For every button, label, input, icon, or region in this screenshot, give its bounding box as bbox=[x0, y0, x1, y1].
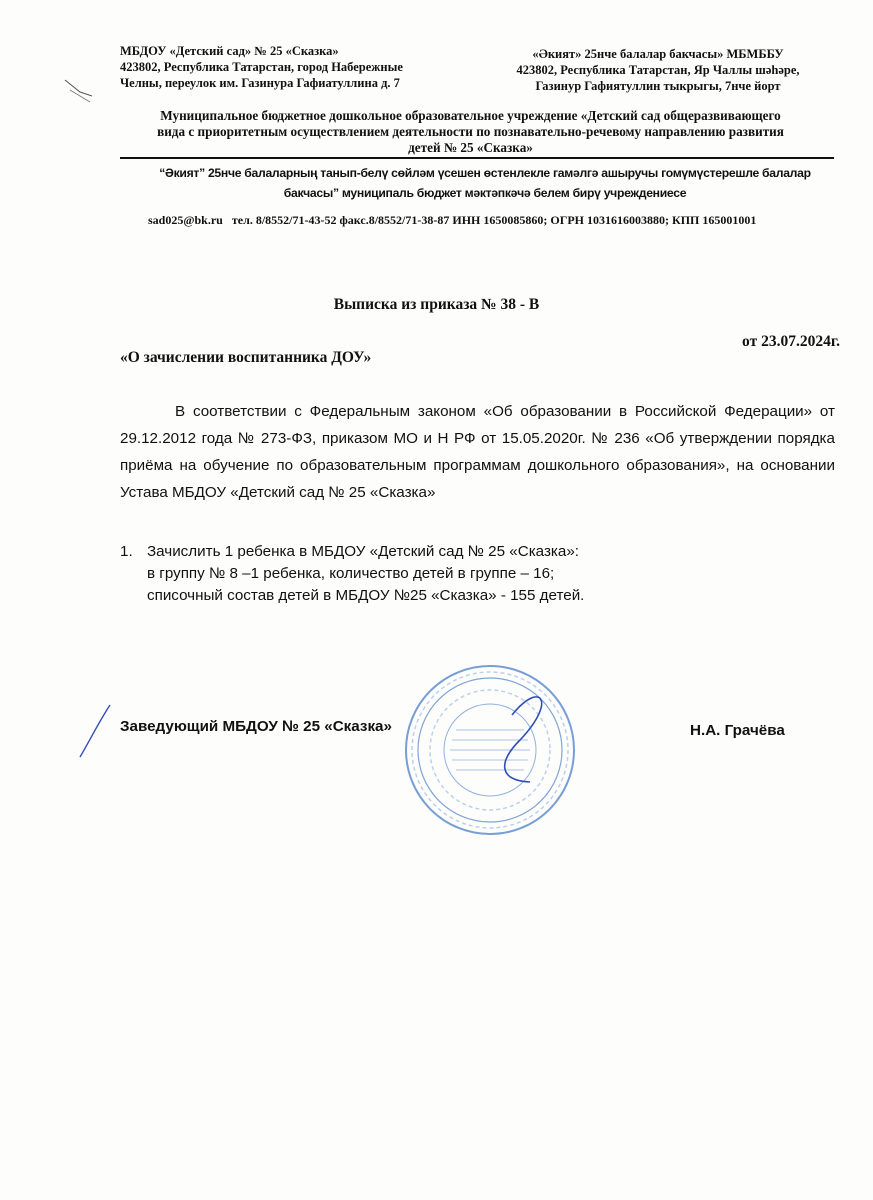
contact-details bbox=[148, 213, 838, 228]
document-subject: «О зачислении воспитанника ДОУ» bbox=[120, 349, 372, 366]
document-preamble: В соответствии с Федеральным законом «Об образовании в Российской Федерации» от 29.12.2012 года № 273-ФЗ, приказом МО и Н РФ от 15.05.2020г. № 236 «Об утверждении порядка приёма на обучение по образовательным программам дошкольного образования», на основании Устава МБДОУ «Детский сад № 25 «Сказка» bbox=[120, 403, 835, 501]
scan-artifact bbox=[60, 72, 110, 107]
header-left-block bbox=[120, 43, 460, 91]
contact-email: sad025@bk.ru bbox=[148, 213, 223, 227]
signatory-name: Н.А. Грачёва bbox=[690, 722, 785, 739]
header-right-block bbox=[478, 46, 838, 94]
signatory-position: Заведующий МБДОУ № 25 «Сказка» bbox=[120, 718, 392, 735]
header-right-line2: 423802, Республика Татарстан, Яр Чаллы шәһәре, bbox=[516, 63, 800, 77]
organization-full-name bbox=[108, 108, 833, 156]
header-right-line1: «Әкият» 25нче балалар бакчасы» МБМББУ bbox=[532, 47, 784, 61]
tatar-name-line2: бакчасы” муниципаль бюджет мәктәпкәчә белем бирү учреждениесе bbox=[283, 186, 687, 200]
header-left-line3: Челны, переулок им. Газинура Гафиатуллина д. 7 bbox=[120, 76, 400, 90]
document-date: от 23.07.2024г. bbox=[742, 333, 840, 350]
seal-graphic bbox=[400, 660, 580, 840]
order-item-line1: Зачислить 1 ребенка в МБДОУ «Детский сад № 25 «Сказка»: bbox=[147, 543, 579, 560]
header-right-line3: Газинур Гафиятуллин тыкрыгы, 7нче йорт bbox=[535, 79, 781, 93]
order-item-line2: в группу № 8 –1 ребенка, количество детей в группе – 16; bbox=[147, 565, 555, 582]
header-left-line1: МБДОУ «Детский сад» № 25 «Сказка» bbox=[120, 44, 339, 58]
header-divider bbox=[120, 157, 834, 159]
document-title: Выписка из приказа № 38 - В bbox=[333, 296, 540, 313]
order-item-line3: списочный состав детей в МБДОУ №25 «Сказка» - 155 детей. bbox=[147, 587, 585, 604]
full-name-line1: Муниципальное бюджетное дошкольное образовательное учреждение «Детский сад общеразвивающего bbox=[160, 108, 781, 123]
official-seal bbox=[400, 660, 580, 840]
tatar-name-line1: “Әкият” 25нче балаларның танып-белү сөйләм үсешен өстенлекле гамәлгә ашыручы гомүмүстерешле балалар bbox=[159, 166, 811, 180]
organization-tatar-name bbox=[140, 163, 830, 203]
order-item-number: 1. bbox=[120, 543, 133, 560]
contact-info: тел. 8/8552/71-43-52 факс.8/8552/71-38-87 ИНН 1650085860; ОГРН 1031616003880; КПП 165001001 bbox=[231, 213, 757, 227]
full-name-line3: детей № 25 «Сказка» bbox=[408, 140, 533, 155]
full-name-line2: вида с приоритетным осуществлением деятельности по познавательно-речевому направлению развития bbox=[157, 124, 784, 139]
header-left-line2: 423802, Республика Татарстан, город Набережные bbox=[120, 60, 403, 74]
